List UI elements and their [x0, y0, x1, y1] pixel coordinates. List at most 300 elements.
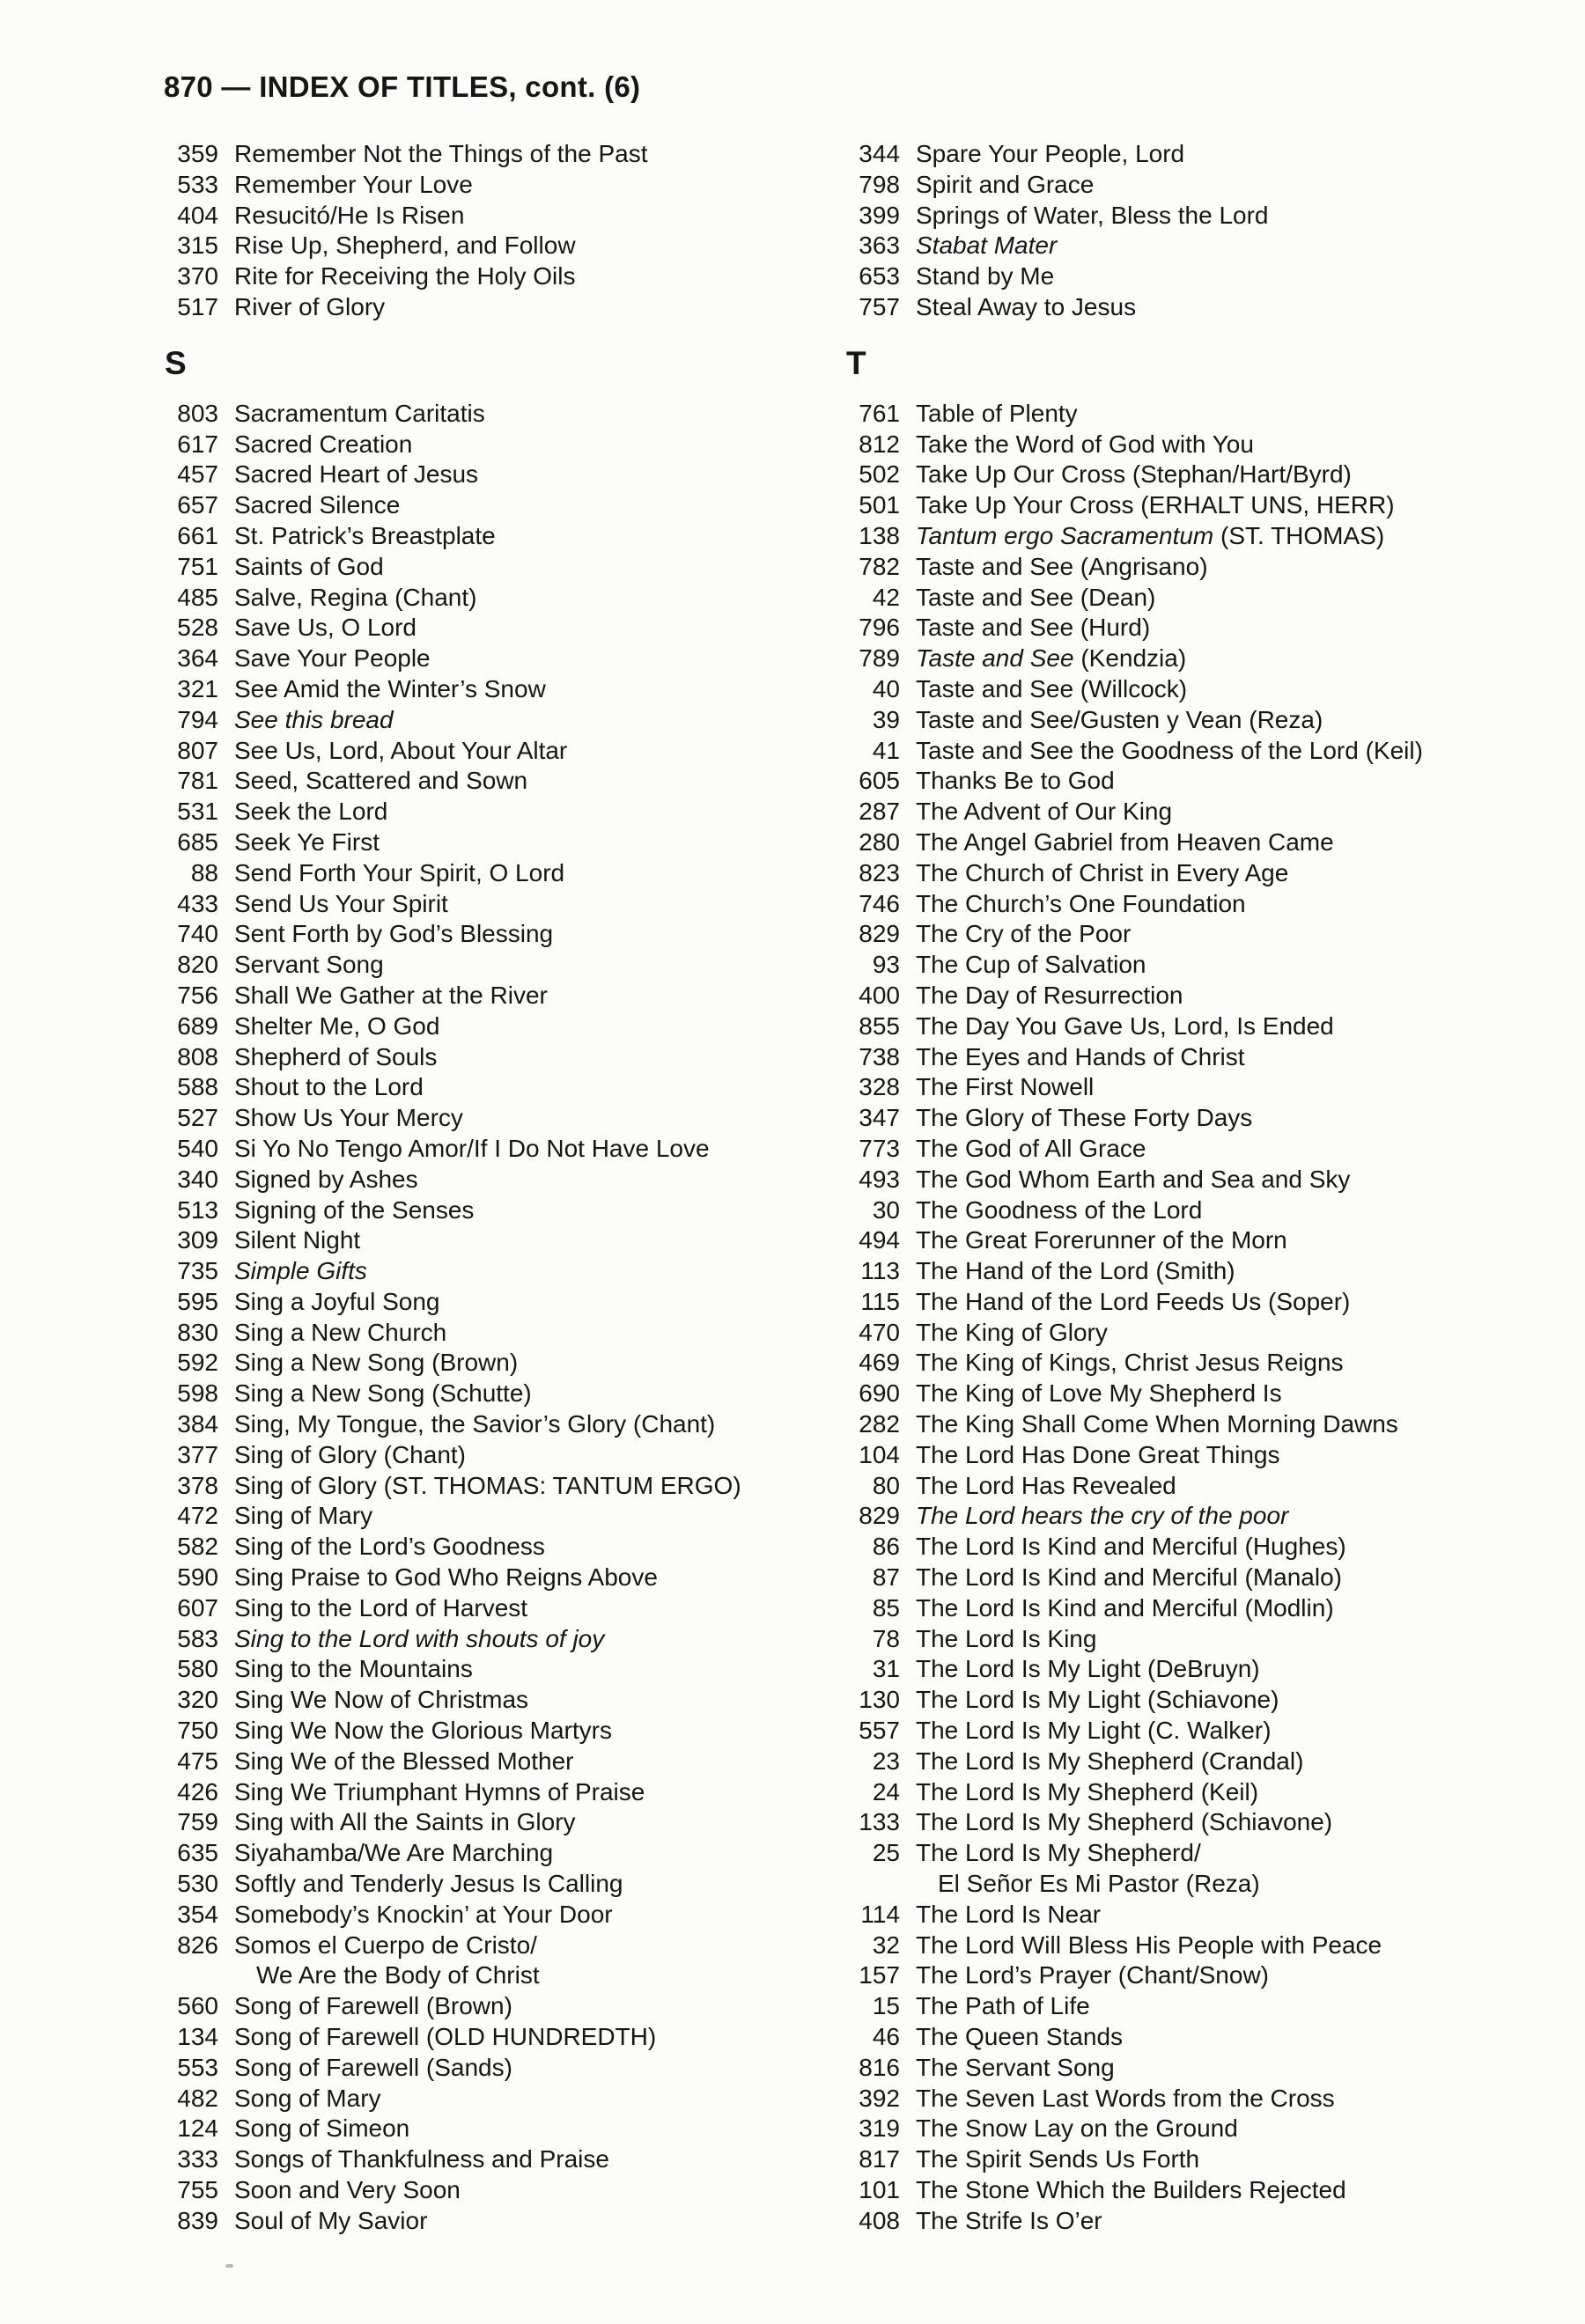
- entry-number: 553: [177, 2053, 218, 2081]
- index-entry: [822, 950, 1585, 981]
- entry-number: 598: [177, 1379, 218, 1408]
- index-entry: [141, 1869, 759, 1900]
- entry-number: 751: [177, 552, 218, 580]
- index-entry: [822, 1379, 1585, 1409]
- entry-title: Remember Your Love: [234, 170, 473, 198]
- index-entry: [141, 261, 759, 292]
- index-entry: [822, 201, 1585, 232]
- entry-title: Rise Up, Shepherd, and Follow: [234, 232, 576, 260]
- entry-title: Save Your People: [234, 644, 431, 673]
- section-letter-T: T: [846, 344, 866, 381]
- entry-title: Silent Night: [234, 1226, 361, 1254]
- entry-number: 757: [859, 292, 900, 320]
- index-entry: [141, 858, 759, 889]
- index-entry: [141, 1103, 759, 1134]
- index-entry: [141, 1593, 759, 1624]
- entry-title: Sing of the Lord’s Goodness: [234, 1533, 545, 1561]
- entry-title: Springs of Water, Bless the Lord: [916, 201, 1269, 229]
- index-entry: [141, 797, 759, 827]
- index-entry: [822, 1225, 1585, 1256]
- entry-title: Sing to the Lord of Harvest: [234, 1593, 528, 1622]
- entry-title: The God Whom Earth and Sea and Sky: [916, 1165, 1351, 1193]
- entry-number: 493: [859, 1165, 900, 1193]
- entry-number: 433: [177, 889, 218, 917]
- index-entry: [141, 1532, 759, 1563]
- section-letter-S: S: [165, 344, 187, 381]
- index-entry: [822, 490, 1585, 521]
- entry-title: Shout to the Lord: [234, 1073, 424, 1101]
- entry-number: 530: [177, 1870, 218, 1898]
- index-entry: [141, 1011, 759, 1042]
- index-entry: [141, 1991, 759, 2022]
- index-entry: [141, 139, 759, 170]
- entry-number: 531: [177, 798, 218, 826]
- entry-title: The Lord Is King: [916, 1624, 1097, 1652]
- entry-title: We Are the Body of Christ: [256, 1961, 540, 1989]
- index-entry: [141, 1379, 759, 1409]
- index-entry: [141, 1225, 759, 1256]
- entry-title: Sing to the Lord with shouts of joy: [234, 1624, 605, 1652]
- entry-number: 617: [177, 430, 218, 458]
- index-entry: [141, 827, 759, 858]
- index-entry: [141, 1900, 759, 1931]
- entry-number: 830: [177, 1318, 218, 1346]
- entry-number: 321: [177, 674, 218, 702]
- entry-number: 750: [177, 1717, 218, 1745]
- entry-number: 134: [177, 2023, 218, 2051]
- entry-number: 798: [859, 170, 900, 198]
- index-entry: [822, 1165, 1585, 1195]
- entry-title: The Advent of Our King: [916, 798, 1173, 826]
- entry-title: Taste and See (Angrisano): [916, 552, 1208, 580]
- entry-number: 138: [859, 521, 900, 549]
- entry-number: 23: [872, 1747, 900, 1775]
- entry-title: The Lord Has Done Great Things: [916, 1440, 1280, 1468]
- index-entry: [822, 2084, 1585, 2114]
- entry-title: The Glory of These Forty Days: [916, 1104, 1253, 1132]
- entry-number: 738: [859, 1042, 900, 1070]
- index-entry: [141, 1409, 759, 1440]
- entry-number: 528: [177, 614, 218, 642]
- entry-number: 501: [859, 491, 900, 519]
- index-entry: [822, 261, 1585, 292]
- entry-number: 735: [177, 1257, 218, 1285]
- entry-number: 24: [872, 1777, 900, 1806]
- index-entry: [141, 2022, 759, 2053]
- entry-number: 494: [859, 1226, 900, 1254]
- index-entry: [822, 1777, 1585, 1808]
- entry-title: Sing Praise to God Who Reigns Above: [234, 1563, 658, 1592]
- entry-number: 590: [177, 1563, 218, 1592]
- entry-title: Sing of Glory (ST. THOMAS: TANTUM ERGO): [234, 1471, 741, 1499]
- index-entry: [141, 292, 759, 323]
- entry-title: Take Up Your Cross (ERHALT UNS, HERR): [916, 491, 1395, 519]
- index-entry: [141, 644, 759, 674]
- entry-title: The Hand of the Lord (Smith): [916, 1257, 1235, 1285]
- entry-number: 661: [177, 521, 218, 549]
- entry-title-italic-segment: Tantum ergo Sacramentum: [916, 521, 1214, 549]
- entry-title: The Lord Is My Shepherd (Schiavone): [916, 1808, 1333, 1836]
- entry-number: 354: [177, 1900, 218, 1928]
- entry-title: See Amid the Winter’s Snow: [234, 674, 546, 702]
- entry-title: Simple Gifts: [234, 1257, 367, 1285]
- entry-number: 133: [859, 1808, 900, 1836]
- index-entry: [822, 705, 1585, 736]
- entry-title: Servant Song: [234, 951, 384, 979]
- entry-title: Rite for Receiving the Holy Oils: [234, 262, 576, 290]
- index-entry: [141, 1501, 759, 1532]
- entry-number: 817: [859, 2145, 900, 2173]
- entry-title: Softly and Tenderly Jesus Is Calling: [234, 1870, 623, 1898]
- entry-number: 588: [177, 1073, 218, 1101]
- index-entry: [822, 1807, 1585, 1838]
- entry-title: Sing a Joyful Song: [234, 1287, 440, 1315]
- entry-title: Signed by Ashes: [234, 1165, 418, 1193]
- entry-number: 364: [177, 644, 218, 673]
- entry-number: 635: [177, 1839, 218, 1867]
- entry-number: 527: [177, 1104, 218, 1132]
- entry-title: The Lord Is Kind and Merciful (Manalo): [916, 1563, 1342, 1592]
- index-entry: [822, 430, 1585, 460]
- index-column-right: [759, 139, 1585, 2237]
- entry-number: 803: [177, 399, 218, 427]
- entry-number: 808: [177, 1042, 218, 1070]
- entry-number: 282: [859, 1410, 900, 1438]
- entry-title: The Great Forerunner of the Morn: [916, 1226, 1287, 1254]
- entry-number: 370: [177, 262, 218, 290]
- entry-number: 392: [859, 2084, 900, 2112]
- index-entry: [822, 292, 1585, 323]
- entry-number: 157: [859, 1961, 900, 1989]
- entry-number: 320: [177, 1686, 218, 1714]
- entry-number: 32: [872, 1931, 900, 1959]
- index-entry: [141, 521, 759, 552]
- entry-title: Sing of Glory (Chant): [234, 1440, 466, 1468]
- entry-title: The Day of Resurrection: [916, 981, 1183, 1009]
- entry-number: 653: [859, 262, 900, 290]
- index-entry: [822, 1072, 1585, 1103]
- index-entry: [141, 1287, 759, 1318]
- entry-title: The Lord Is Kind and Merciful (Hughes): [916, 1533, 1346, 1561]
- entry-number: 592: [177, 1349, 218, 1377]
- entry-number: 782: [859, 552, 900, 580]
- entry-number: 605: [859, 767, 900, 795]
- index-entry: [141, 2206, 759, 2237]
- entry-number: 689: [177, 1011, 218, 1040]
- entry-title: Spirit and Grace: [916, 170, 1095, 198]
- entry-number: 816: [859, 2053, 900, 2081]
- entry-number: 746: [859, 889, 900, 917]
- entry-title: Thanks Be to God: [916, 767, 1115, 795]
- entry-title: Salve, Regina (Chant): [234, 583, 477, 611]
- entry-number: 761: [859, 399, 900, 427]
- entry-title: Taste and See (Willcock): [916, 674, 1188, 702]
- index-entry: [822, 613, 1585, 644]
- index-entry: [141, 1685, 759, 1716]
- entry-number: 513: [177, 1195, 218, 1224]
- index-entry: [141, 490, 759, 521]
- entry-number: 113: [860, 1257, 900, 1285]
- entry-title: The Lord’s Prayer (Chant/Snow): [916, 1961, 1269, 1989]
- entry-number: 333: [177, 2145, 218, 2173]
- index-entry: [822, 1042, 1585, 1073]
- index-entry: [822, 2022, 1585, 2053]
- entry-number: 607: [177, 1593, 218, 1622]
- index-entry: [141, 1195, 759, 1226]
- index-entry: [822, 2206, 1585, 2237]
- entry-title: The Seven Last Words from the Cross: [916, 2084, 1335, 2112]
- entry-title: The Cup of Salvation: [916, 951, 1146, 979]
- entry-title-segment: (ST. THOMAS): [1213, 521, 1385, 549]
- entry-title: See Us, Lord, About Your Altar: [234, 736, 568, 764]
- index-entry: [822, 1532, 1585, 1563]
- entry-title: Song of Farewell (Sands): [234, 2053, 512, 2081]
- entry-title: Somos el Cuerpo de Cristo/: [234, 1931, 537, 1959]
- entry-number: 773: [859, 1134, 900, 1162]
- index-entry: [141, 1165, 759, 1195]
- entry-number: 114: [860, 1900, 900, 1928]
- index-entry: [822, 1563, 1585, 1593]
- index-entry: [141, 1318, 759, 1349]
- entry-number: 101: [859, 2176, 900, 2203]
- index-entry: [141, 613, 759, 644]
- index-entry: [141, 1777, 759, 1808]
- entry-title: Seek Ye First: [234, 827, 380, 856]
- entry-title: The King of Glory: [916, 1318, 1108, 1346]
- entry-number: 328: [859, 1073, 900, 1101]
- index-entry: [141, 674, 759, 705]
- entry-title: Steal Away to Jesus: [916, 292, 1137, 320]
- entry-number: 517: [177, 292, 218, 320]
- entry-number: 46: [872, 2023, 900, 2051]
- entry-title: Song of Simeon: [234, 2114, 410, 2143]
- entry-number: 690: [859, 1379, 900, 1408]
- entry-number: 93: [872, 951, 900, 979]
- entry-title: River of Glory: [234, 292, 386, 320]
- entry-title: Shepherd of Souls: [234, 1042, 438, 1070]
- entry-title: The Servant Song: [916, 2053, 1115, 2081]
- entry-title: The Lord hears the cry of the poor: [916, 1502, 1289, 1530]
- entry-title: The Church of Christ in Every Age: [916, 858, 1289, 886]
- entry-number: 399: [859, 201, 900, 229]
- index-entry: [822, 1256, 1585, 1287]
- entry-title: The Lord Is Near: [916, 1900, 1102, 1928]
- index-entry: [141, 1563, 759, 1593]
- entry-number: 796: [859, 614, 900, 642]
- entry-number: 657: [177, 491, 218, 519]
- entry-title: The Lord Is My Light (DeBruyn): [916, 1655, 1260, 1683]
- index-entry: [822, 1501, 1585, 1532]
- entry-title: Sacred Silence: [234, 491, 401, 519]
- entry-title: Si Yo No Tengo Amor/If I Do Not Have Love: [234, 1134, 710, 1162]
- entry-title: The Goodness of the Lord: [916, 1195, 1203, 1224]
- entry-number: 826: [177, 1931, 218, 1959]
- entry-title-italic-segment: Taste and See: [916, 644, 1074, 673]
- entry-number: 86: [872, 1533, 900, 1561]
- index-entry: [822, 1931, 1585, 1961]
- entry-number: 287: [859, 798, 900, 826]
- entry-title: Song of Farewell (Brown): [234, 1992, 512, 2020]
- entry-title: See this bread: [234, 705, 394, 733]
- entry-title: Song of Farewell (OLD HUNDREDTH): [234, 2023, 657, 2051]
- entry-title: Stabat Mater: [916, 232, 1058, 260]
- entry-number: 340: [177, 1165, 218, 1193]
- entry-number: 25: [872, 1839, 900, 1867]
- entry-title: The Spirit Sends Us Forth: [916, 2145, 1200, 2173]
- entry-title: Seed, Scattered and Sown: [234, 767, 528, 795]
- entry-title: [900, 644, 1186, 674]
- entry-title: Remember Not the Things of the Past: [234, 140, 648, 167]
- index-entry: [822, 981, 1585, 1011]
- index-entry: [141, 1838, 759, 1869]
- entry-title: Sing We Triumphant Hymns of Praise: [234, 1777, 645, 1806]
- index-entry: [141, 399, 759, 430]
- index-entry: [141, 430, 759, 460]
- entry-title: Sing of Mary: [234, 1502, 373, 1530]
- entry-title: The Hand of the Lord Feeds Us (Soper): [916, 1287, 1351, 1315]
- entry-title: Somebody’s Knockin’ at Your Door: [234, 1900, 613, 1928]
- entry-number: 359: [177, 140, 218, 167]
- index-entry: [141, 889, 759, 920]
- index-entry: [822, 1624, 1585, 1655]
- entry-title: St. Patrick’s Breastplate: [234, 521, 496, 549]
- entry-title: [900, 521, 1384, 552]
- entry-number: 408: [859, 2206, 900, 2234]
- index-entry-continuation: [141, 1960, 759, 1991]
- entry-title: Sing We of the Blessed Mother: [234, 1747, 574, 1775]
- entry-title: The Lord Is Kind and Merciful (Modlin): [916, 1593, 1334, 1622]
- index-entry: [141, 231, 759, 261]
- entry-title: Soul of My Savior: [234, 2206, 428, 2234]
- entry-title: The Angel Gabriel from Heaven Came: [916, 827, 1334, 856]
- index-entry: [141, 1931, 759, 1961]
- entry-number: 560: [177, 1992, 218, 2020]
- index-entry: [822, 2053, 1585, 2084]
- index-entry: [822, 644, 1585, 674]
- entry-number: 104: [859, 1440, 900, 1468]
- index-entry: [822, 231, 1585, 261]
- entry-number: 855: [859, 1011, 900, 1040]
- entry-number: 78: [872, 1624, 900, 1652]
- index-entry: [822, 1440, 1585, 1471]
- entry-number: 42: [872, 583, 900, 611]
- entry-number: 595: [177, 1287, 218, 1315]
- entry-number: 347: [859, 1104, 900, 1132]
- index-entry: [822, 2114, 1585, 2144]
- entry-title-segment: (Kendzia): [1073, 644, 1187, 673]
- entry-number: 363: [859, 232, 900, 260]
- entry-title: Save Us, O Lord: [234, 614, 417, 642]
- entry-number: 384: [177, 1410, 218, 1438]
- index-column-left: [0, 139, 759, 2237]
- entry-title: Send Us Your Spirit: [234, 889, 448, 917]
- index-entry: [141, 2114, 759, 2144]
- index-entry: [141, 1348, 759, 1379]
- index-entry: [141, 2053, 759, 2084]
- index-entry: [822, 827, 1585, 858]
- entry-title: Sing We Now the Glorious Martyrs: [234, 1717, 612, 1745]
- entry-number: 40: [872, 674, 900, 702]
- entry-title: The Lord Is My Shepherd/: [916, 1839, 1201, 1867]
- index-entry: [822, 1960, 1585, 1991]
- index-entry: [141, 1807, 759, 1838]
- entry-number: 309: [177, 1226, 218, 1254]
- entry-number: 469: [859, 1349, 900, 1377]
- entry-number: 807: [177, 736, 218, 764]
- entry-number: 759: [177, 1808, 218, 1836]
- entry-title: Songs of Thankfulness and Praise: [234, 2145, 609, 2173]
- entry-number: 820: [177, 951, 218, 979]
- index-entry: [141, 1471, 759, 1502]
- entry-title: Shelter Me, O God: [234, 1011, 440, 1040]
- entry-number: 540: [177, 1134, 218, 1162]
- entry-title: The Lord Is My Light (C. Walker): [916, 1717, 1272, 1745]
- entry-title: Soon and Very Soon: [234, 2176, 461, 2203]
- entry-number: 319: [859, 2114, 900, 2143]
- entry-number: 794: [177, 705, 218, 733]
- entry-title: Take Up Our Cross (Stephan/Hart/Byrd): [916, 460, 1352, 489]
- entry-number: 829: [859, 1502, 900, 1530]
- index-entry: [141, 2144, 759, 2175]
- index-entry: [822, 1195, 1585, 1226]
- index-entry: [822, 1747, 1585, 1777]
- entry-number: 80: [872, 1471, 900, 1499]
- entry-title: Sing We Now of Christmas: [234, 1686, 529, 1714]
- index-entry: [141, 552, 759, 583]
- entry-title: The Queen Stands: [916, 2023, 1124, 2051]
- index-entry: [141, 1256, 759, 1287]
- entry-number: 580: [177, 1655, 218, 1683]
- entry-title: Taste and See the Goodness of the Lord (Keil): [916, 736, 1423, 764]
- entry-number: 115: [860, 1287, 900, 1315]
- entry-title: The First Nowell: [916, 1073, 1095, 1101]
- entry-title: The Cry of the Poor: [916, 920, 1132, 948]
- index-entry: [141, 460, 759, 490]
- entry-number: 87: [872, 1563, 900, 1592]
- index-entry: [822, 1900, 1585, 1931]
- entry-number: 124: [177, 2114, 218, 2143]
- index-entry: [822, 1716, 1585, 1747]
- entry-title: Spare Your People, Lord: [916, 140, 1185, 167]
- index-entry: [141, 170, 759, 201]
- entry-title: Sing a New Church: [234, 1318, 447, 1346]
- entry-title: The Lord Is My Shepherd (Keil): [916, 1777, 1259, 1806]
- index-entry: [141, 1716, 759, 1747]
- entry-number: 85: [872, 1593, 900, 1622]
- index-entry: [141, 2175, 759, 2206]
- index-entry: [141, 950, 759, 981]
- index-entry: [822, 1471, 1585, 1502]
- index-entry: [822, 552, 1585, 583]
- index-entry: [822, 858, 1585, 889]
- index-entry: [141, 981, 759, 1011]
- index-columns: [0, 139, 1585, 2237]
- entry-title: The Snow Lay on the Ground: [916, 2114, 1238, 2143]
- index-entry: [822, 1685, 1585, 1716]
- index-entry: [822, 766, 1585, 797]
- entry-title: The Strife Is O’er: [916, 2206, 1102, 2234]
- index-entry: [822, 521, 1585, 552]
- index-entry: [822, 889, 1585, 920]
- entry-title: The Lord Is My Shepherd (Crandal): [916, 1747, 1304, 1775]
- entry-title: Show Us Your Mercy: [234, 1104, 463, 1132]
- index-entry: [822, 1103, 1585, 1134]
- index-entry: [822, 1654, 1585, 1685]
- entry-title: Sent Forth by God’s Blessing: [234, 920, 554, 948]
- entry-title: Saints of God: [234, 552, 384, 580]
- index-entry: [822, 1134, 1585, 1165]
- entry-number: 344: [859, 140, 900, 167]
